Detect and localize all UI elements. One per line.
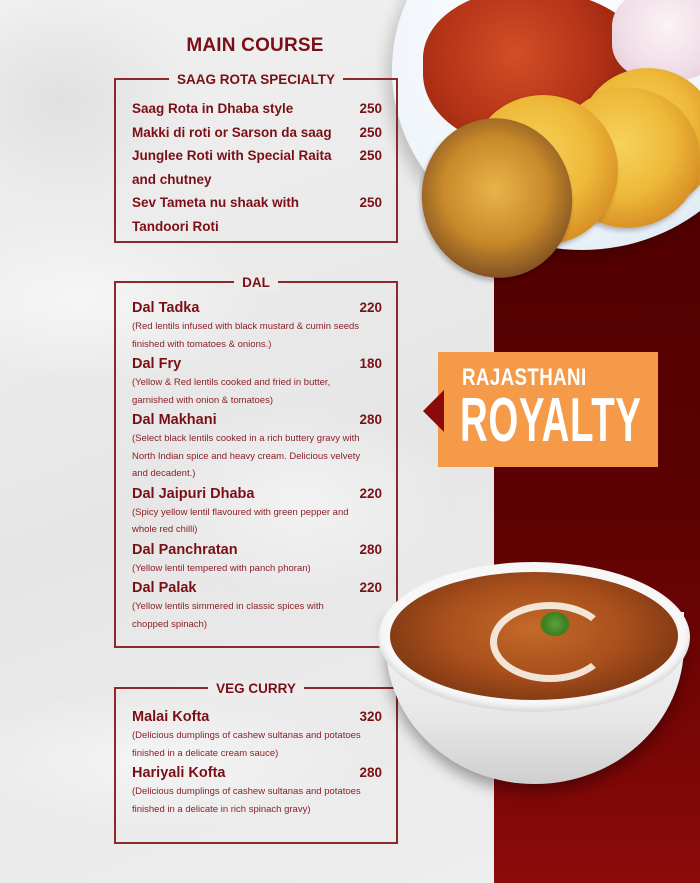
- bowl-image: [378, 562, 690, 787]
- menu-item: [132, 298, 382, 353]
- dish-name: Dal Palak: [132, 580, 197, 596]
- menu-list: [132, 707, 382, 819]
- menu-item: [132, 484, 382, 539]
- coriander-garnish: [540, 612, 570, 636]
- menu-item: [132, 354, 382, 409]
- menu-list: [132, 97, 382, 238]
- dish-price: 280: [359, 412, 382, 427]
- dish-price: 280: [359, 765, 382, 780]
- section-saag-rota: [114, 72, 398, 243]
- dish-description: (Yellow lentils simmered in classic spices with chopped spinach): [132, 601, 324, 630]
- dish-price: 320: [359, 709, 382, 724]
- dish-price: 250: [359, 101, 382, 116]
- dish-name: Dal Jaipuri Dhaba: [132, 485, 255, 502]
- menu-item: [132, 144, 382, 191]
- menu-item: [132, 540, 382, 578]
- promo-line-1: RAJASTHANI: [462, 364, 587, 391]
- dish-name: Makki di roti or Sarson da saag: [132, 124, 332, 140]
- dish-name: Dal Tadka: [132, 300, 200, 316]
- dish-price: 180: [359, 356, 382, 371]
- dish-description: (Yellow lentil tempered with panch phoran): [132, 562, 311, 574]
- dish-price: 220: [359, 300, 382, 315]
- dish-description: (Spicy yellow lentil flavoured with green pepper and whole red chilli): [132, 506, 349, 535]
- dish-name: Hariyali Kofta: [132, 765, 226, 781]
- bowl-rim: [378, 562, 690, 712]
- dish-price: 250: [359, 124, 382, 140]
- section-label: DAL: [116, 274, 396, 292]
- dish-name: Dal Makhani: [132, 412, 217, 428]
- dish-description: (Delicious dumplings of cashew sultanas and potatoes finished in a delicate cream sauce): [132, 730, 361, 759]
- arrow-left-icon: [423, 390, 444, 432]
- dish-description: (Delicious dumplings of cashew sultanas and potatoes finished in a delicate in rich spinach gravy): [132, 786, 361, 815]
- dish-name: Dal Fry: [132, 356, 182, 372]
- menu-item: [132, 191, 382, 238]
- dish-price: 280: [359, 541, 382, 557]
- dish-price: 220: [359, 580, 382, 595]
- dish-price: 250: [359, 148, 382, 163]
- dish-name: Saag Rota in Dhaba style: [132, 101, 294, 116]
- dish-name: Junglee Roti with Special Raita and chutney: [132, 148, 332, 187]
- dish-price: 220: [359, 485, 382, 501]
- menu-list: [132, 298, 382, 634]
- promo-banner: [438, 352, 658, 467]
- menu-item: [132, 121, 382, 145]
- menu-item: [132, 410, 382, 483]
- section-dal: [114, 275, 398, 648]
- menu-item: [132, 578, 382, 633]
- section-veg-curry: [114, 681, 398, 844]
- dish-price: 250: [359, 195, 382, 210]
- dish-name: Sev Tameta nu shaak with Tandoori Roti: [132, 195, 300, 234]
- dish-description: (Red lentils infused with black mustard & cumin seeds finished with tomatoes & onions.): [132, 321, 360, 350]
- section-label: SAAG ROTA SPECIALTY: [116, 71, 396, 89]
- dish-name: Malai Kofta: [132, 709, 210, 725]
- section-label: VEG CURRY: [116, 680, 396, 698]
- dish-description: (Select black lentils cooked in a rich buttery gravy with North Indian spice and heavy cream. Delicious velvety and decadent.): [132, 433, 361, 479]
- page-title: MAIN COURSE: [186, 35, 324, 56]
- menu-item: [132, 707, 382, 762]
- dal-makhani: [390, 572, 678, 700]
- menu-item: [132, 97, 382, 121]
- dish-description: (Yellow & Red lentils cooked and fried in butter, garnished with onion & tomatoes): [132, 377, 331, 406]
- dish-name: Dal Panchratan: [132, 541, 238, 558]
- promo-line-2: ROYALTY: [460, 386, 642, 455]
- menu-item: [132, 763, 382, 818]
